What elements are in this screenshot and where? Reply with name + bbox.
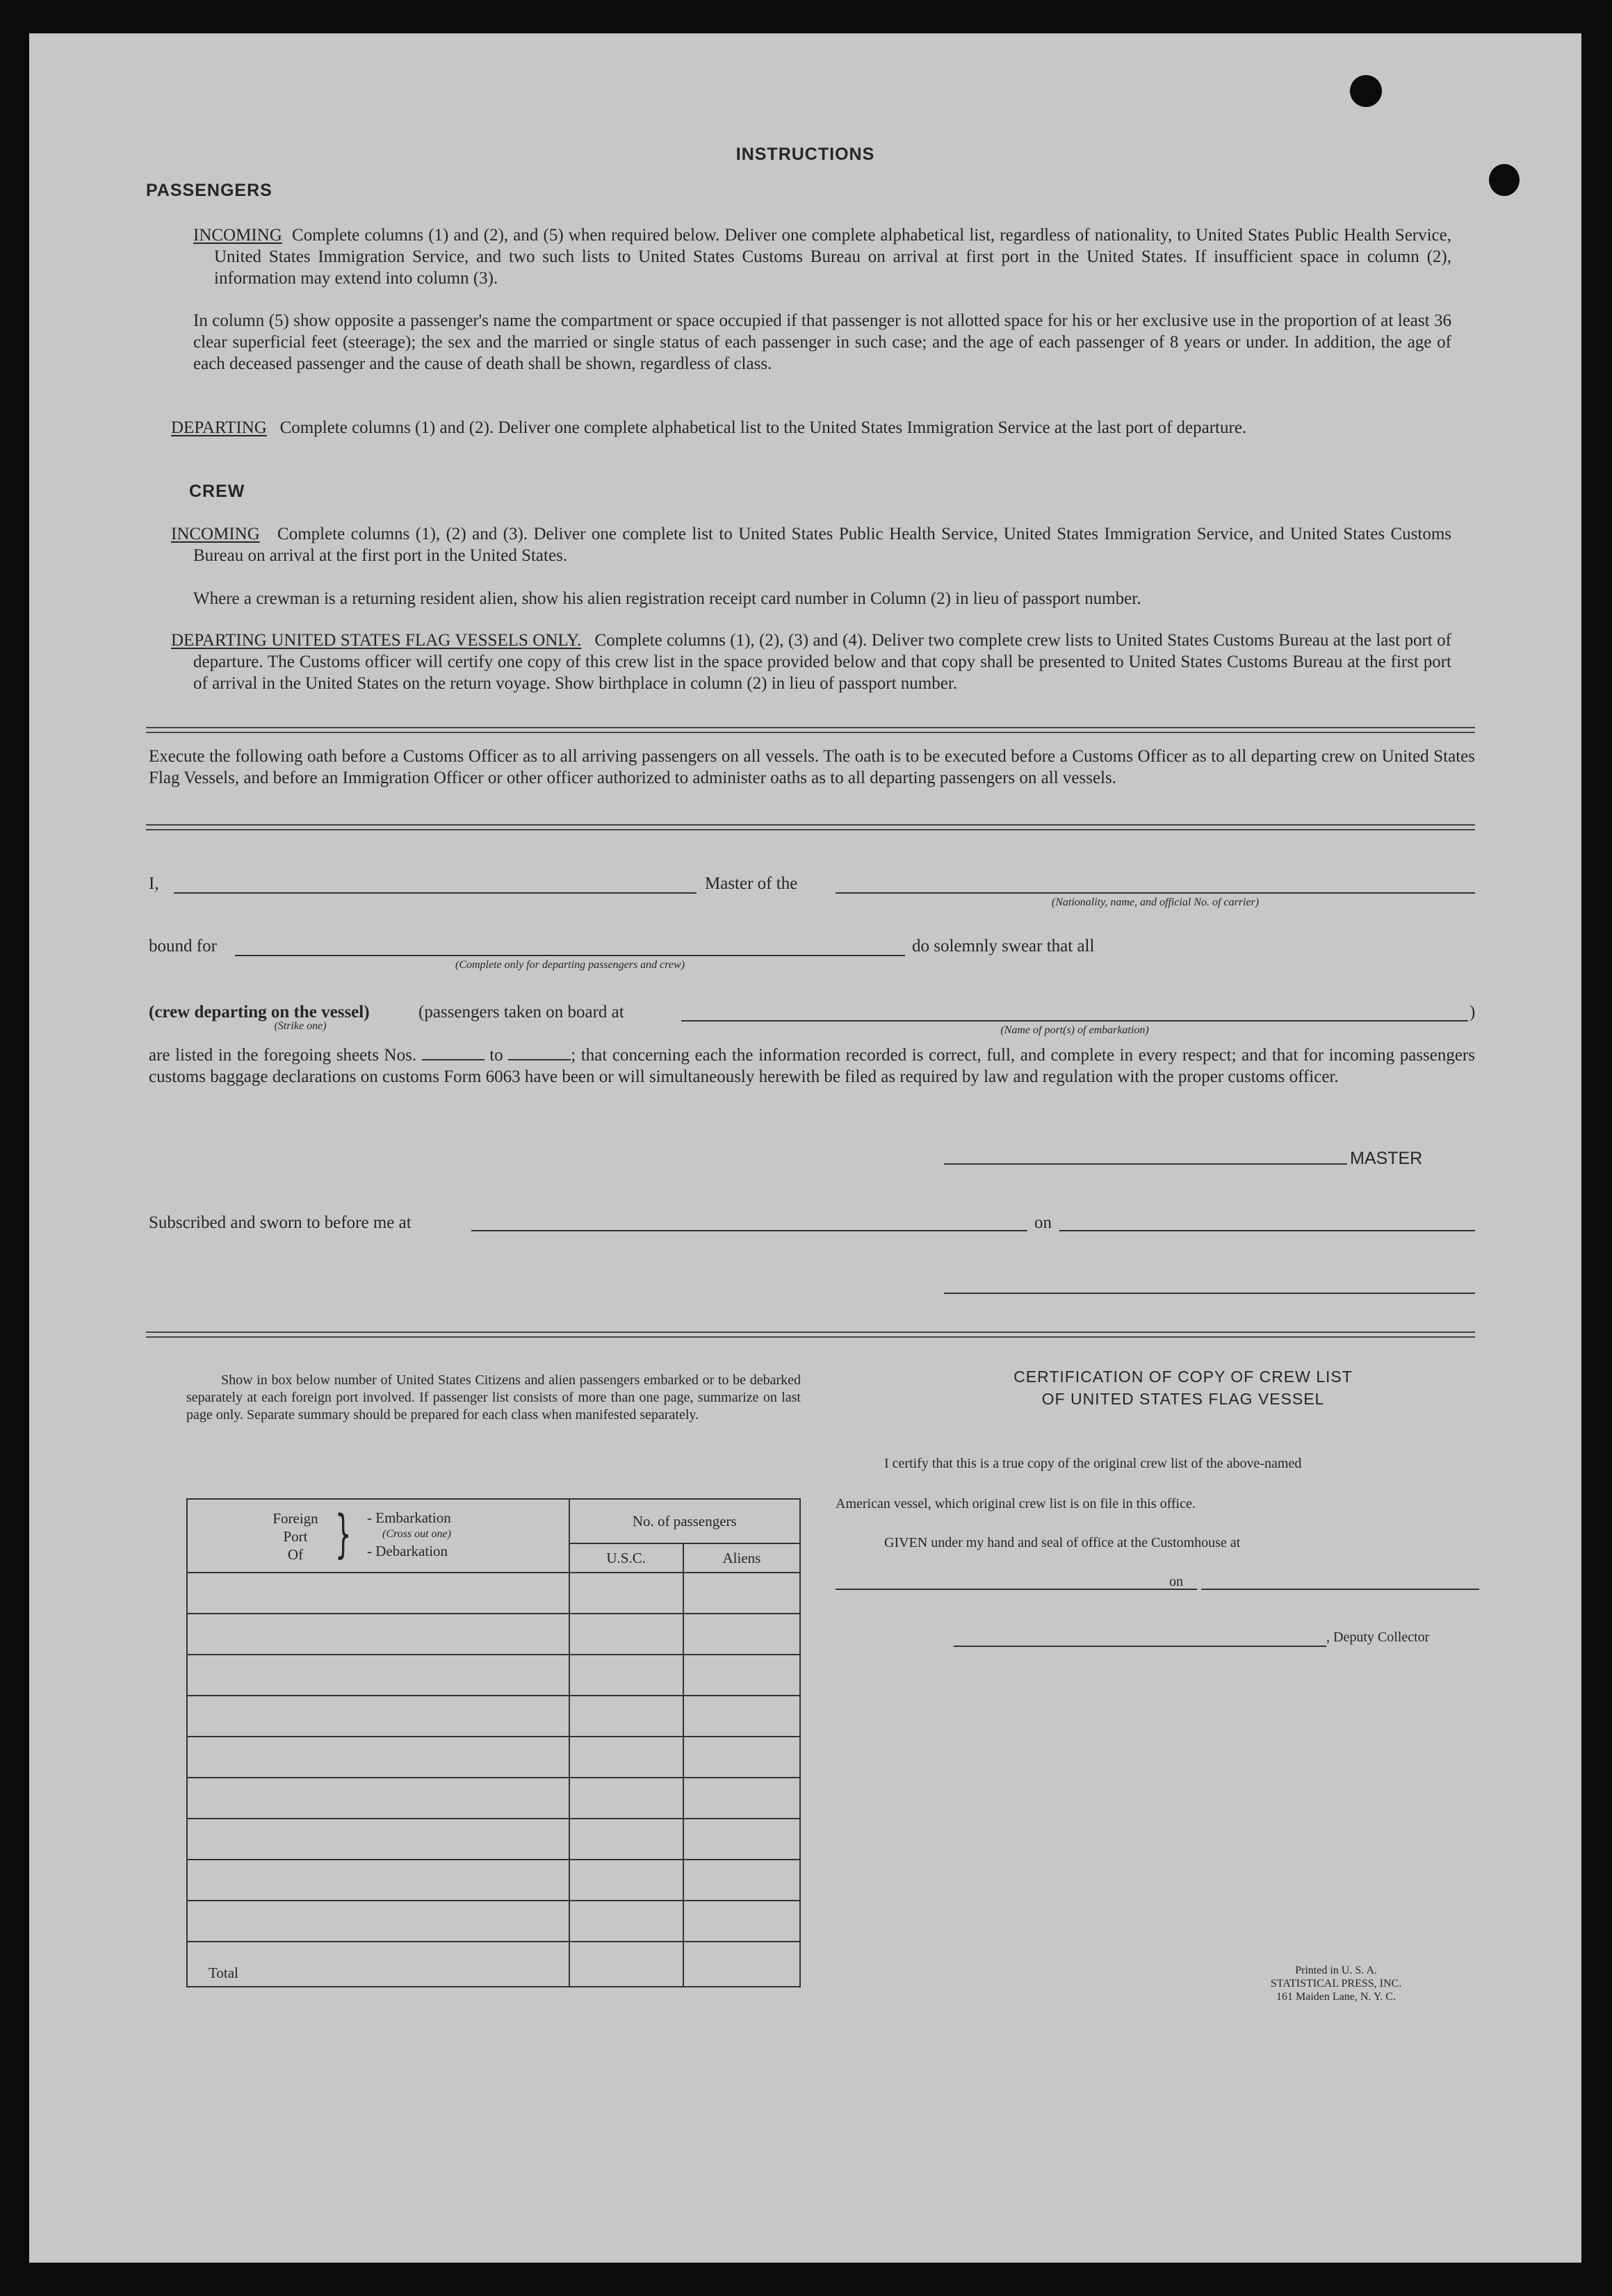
usc-cell[interactable] (569, 1901, 683, 1942)
usc-cell[interactable] (569, 1696, 683, 1737)
port-label: Port (283, 1528, 308, 1545)
certify-line1: I certify that this is a true copy of the original crew list of the above-named (884, 1456, 1302, 1471)
port-cell[interactable] (187, 1860, 569, 1901)
crew-departing-label: DEPARTING UNITED STATES FLAG VESSELS ONLY. (171, 631, 582, 650)
oath-to-word: to (489, 1046, 503, 1065)
punch-hole-top (1350, 75, 1382, 107)
master-signature-field[interactable] (944, 1163, 1347, 1165)
port-cell[interactable] (187, 1696, 569, 1737)
brace: } (335, 1504, 352, 1564)
port-cell[interactable] (187, 1573, 569, 1614)
port-cell[interactable] (187, 1614, 569, 1655)
aliens-cell[interactable] (683, 1696, 800, 1737)
table-row (187, 1778, 800, 1819)
usc-cell[interactable] (569, 1860, 683, 1901)
oath-bound-for-field[interactable] (235, 955, 905, 956)
oath-master-of-the: Master of the (705, 874, 798, 893)
oath-close-paren: ) (1469, 1003, 1476, 1022)
master-label: MASTER (1350, 1149, 1423, 1168)
foreign-port-header (187, 1499, 569, 1573)
deputy-collector-field[interactable] (954, 1646, 1326, 1647)
table-row (187, 1655, 800, 1696)
divider-1 (146, 727, 1475, 733)
passengers-incoming-paragraph (193, 224, 1451, 289)
usc-cell[interactable] (569, 1614, 683, 1655)
oath-bound-caption: (Complete only for departing passengers and crew) (455, 959, 685, 971)
certification-date-field[interactable] (1201, 1589, 1479, 1590)
crew-departing-text: Complete columns (1), (2), (3) and (4). Deliver two complete crew lists to United States Customs Bureau at the last port of departure. The Customs officer will certify one copy of this crew list in the space provided below and that copy shall be presented to United States Customs Bureau at the first port of arrival in the United States on the return voyage. Show birthplace in column (2) in lieu of passport number. (193, 631, 1451, 693)
oath-swear: do solemnly swear that all (912, 937, 1095, 956)
aliens-cell[interactable] (683, 1860, 800, 1901)
oath-carrier-caption: (Nationality, name, and official No. of carrier) (1051, 896, 1260, 908)
subscribed-place-field[interactable] (471, 1230, 1027, 1231)
oath-i-label: I, (149, 874, 159, 893)
printer-line1: Printed in U. S. A. (1295, 1965, 1377, 1976)
crew-incoming-paragraph (171, 523, 1451, 566)
of-label: Of (287, 1546, 304, 1563)
instructions-title: INSTRUCTIONS (735, 145, 875, 164)
table-row (187, 1901, 800, 1942)
summary-instructions: Show in box below number of United States Citizens and alien passengers embarked or to be debarked separately at each foreign port involved. If passenger list consists of more than one page, summarize on last page only. Separate summary should be prepared for each class when manifested separately. (186, 1372, 801, 1422)
certification-on-word: on (1169, 1574, 1183, 1589)
table-row (187, 1860, 800, 1901)
divider-3 (146, 1331, 1475, 1338)
passengers-heading: PASSENGERS (146, 181, 272, 200)
crew-incoming-label: INCOMING (171, 525, 260, 543)
oath-ports-field[interactable] (681, 1020, 1468, 1022)
passengers-departing-text: Complete columns (1) and (2). Deliver one complete alphabetical list to the United States Immigration Service at the last port of departure. (279, 418, 1247, 437)
printer-imprint (1211, 1964, 1461, 2003)
oath-ports-caption: (Name of port(s) of embarkation) (1000, 1024, 1149, 1036)
printer-line3: 161 Maiden Lane, N. Y. C. (1276, 1991, 1396, 2003)
total-row (187, 1942, 800, 1987)
certify-line2: American vessel, which original crew list is on file in this office. (836, 1496, 1196, 1511)
total-label: Total (187, 1942, 569, 1987)
oath-listed-text: ; that concerning each the information recorded is correct, full, and complete in every respect; and that for incoming passengers customs baggage declarations on customs Form 6063 have been or will simultaneously herewith be filed as required by law and regulation with the proper customs officer. (149, 1046, 1475, 1086)
given-line: GIVEN under my hand and seal of office at the Customhouse at (884, 1535, 1241, 1550)
usc-cell[interactable] (569, 1573, 683, 1614)
oath-listed-prefix: are listed in the foregoing sheets Nos. (149, 1046, 417, 1065)
oath-passengers-taken: (passengers taken on board at (418, 1003, 624, 1022)
crew-alien-paragraph: Where a crewman is a returning resident alien, show his alien registration receipt card number in Column (2) in lieu of passport number. (193, 589, 1141, 608)
usc-header: U.S.C. (569, 1543, 683, 1573)
cross-out-caption: (Cross out one) (382, 1528, 451, 1540)
table-row (187, 1614, 800, 1655)
oath-listed-paragraph (149, 1044, 1475, 1088)
oath-carrier-field[interactable] (836, 892, 1475, 894)
aliens-cell[interactable] (683, 1901, 800, 1942)
foreign-label: Foreign (272, 1510, 318, 1527)
aliens-cell[interactable] (683, 1573, 800, 1614)
aliens-cell[interactable] (683, 1614, 800, 1655)
passengers-incoming-label: INCOMING (193, 226, 282, 245)
port-cell[interactable] (187, 1778, 569, 1819)
sheet-to-field[interactable] (508, 1047, 571, 1060)
total-usc-cell[interactable] (569, 1942, 683, 1987)
printer-line2: STATISTICAL PRESS, INC. (1270, 1978, 1402, 1990)
usc-cell[interactable] (569, 1737, 683, 1778)
port-cell[interactable] (187, 1655, 569, 1696)
crew-heading: CREW (189, 482, 245, 501)
aliens-cell[interactable] (683, 1655, 800, 1696)
certification-title-line1: CERTIFICATION OF COPY OF CREW LIST (1013, 1368, 1353, 1386)
sheet-from-field[interactable] (422, 1047, 485, 1060)
debarkation-label: - Debarkation (367, 1543, 448, 1559)
divider-2 (146, 824, 1475, 830)
subscribed-date-field[interactable] (1059, 1230, 1475, 1231)
oath-bound-for: bound for (149, 937, 217, 956)
aliens-header: Aliens (683, 1543, 800, 1573)
passengers-column5-paragraph: In column (5) show opposite a passenger's name the compartment or space occupied if that passenger is not allotted space for his or her exclusive use in the proportion of at least 36 clear superficial feet (steerage); the sex and the married or single status of each passenger in such case; and the age of each passenger of 8 years or under. In addition, the age of each deceased passenger and the cause of death shall be shown, regardless of class. (193, 311, 1451, 373)
passenger-summary-table (186, 1498, 801, 1987)
table-row (187, 1819, 800, 1860)
crew-departing-paragraph (171, 630, 1451, 694)
passengers-incoming-text: Complete columns (1) and (2), and (5) when required below. Deliver one complete alphabetical list, regardless of nationality, to United States Public Health Service, United States Immigration Service, and two such lists to United States Customs Bureau on arrival at first port in the United States. If insufficient space in column (2), information may extend into column (3). (214, 226, 1452, 288)
deputy-collector-label: , Deputy Collector (1326, 1630, 1430, 1645)
oath-strike-caption: (Strike one) (274, 1020, 327, 1032)
usc-cell[interactable] (569, 1655, 683, 1696)
no-of-passengers-header: No. of passengers (569, 1499, 800, 1543)
certification-title-line2: OF UNITED STATES FLAG VESSEL (1041, 1390, 1325, 1408)
port-cell[interactable] (187, 1737, 569, 1778)
form-page (29, 33, 1581, 2263)
table-row (187, 1737, 800, 1778)
port-cell[interactable] (187, 1819, 569, 1860)
oath-master-name-field[interactable] (174, 892, 697, 894)
usc-cell[interactable] (569, 1819, 683, 1860)
oath-intro: Execute the following oath before a Customs Officer as to all arriving passengers on all vessels. The oath is to be executed before a Customs Officer as to all departing crew on United States Flag Vessels, and before an Immigration Officer or other officer authorized to administer oaths as to all departing passengers on all vessels. (149, 747, 1475, 787)
usc-cell[interactable] (569, 1778, 683, 1819)
passengers-departing-paragraph (171, 417, 1451, 438)
crew-incoming-text: Complete columns (1), (2) and (3). Deliver one complete list to United States Public Health Service, United States Immigration Service, and United States Customs Bureau on arrival at the first port in the United States. (193, 525, 1452, 565)
aliens-cell[interactable] (683, 1819, 800, 1860)
port-cell[interactable] (187, 1901, 569, 1942)
subscribed-label: Subscribed and sworn to before me at (149, 1213, 412, 1232)
officer-signature-field[interactable] (944, 1293, 1475, 1294)
table-row (187, 1696, 800, 1737)
passengers-departing-label: DEPARTING (171, 418, 267, 437)
aliens-cell[interactable] (683, 1737, 800, 1778)
subscribed-on-word: on (1034, 1213, 1052, 1232)
punch-hole-right (1489, 164, 1520, 196)
oath-crew-departing: (crew departing on the vessel) (149, 1003, 370, 1022)
table-row (187, 1573, 800, 1614)
total-aliens-cell[interactable] (683, 1942, 800, 1987)
aliens-cell[interactable] (683, 1778, 800, 1819)
customhouse-field[interactable] (836, 1589, 1197, 1590)
embarkation-label: - Embarkation (367, 1509, 451, 1526)
